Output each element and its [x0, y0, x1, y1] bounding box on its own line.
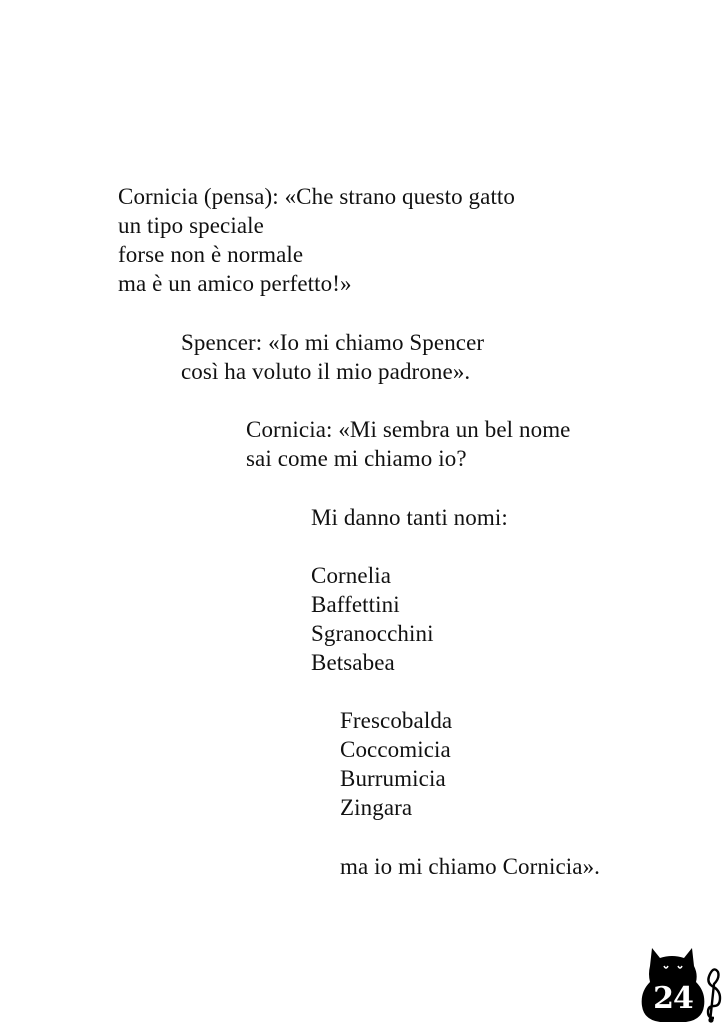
- name-item: Baffettini: [311, 592, 400, 617]
- page-number: 24: [653, 981, 693, 1016]
- text-line: ma è un amico perfetto!»: [118, 271, 352, 296]
- name-item: Zingara: [340, 795, 413, 820]
- name-item: Frescobalda: [340, 708, 453, 733]
- stanza-5-names-list: [311, 561, 434, 677]
- text-line: Mi danno tanti nomi:: [311, 505, 508, 530]
- name-item: Cornelia: [311, 563, 391, 588]
- text-line: così ha voluto il mio padrone».: [181, 359, 471, 384]
- stanza-1: [118, 182, 515, 298]
- text-line: Cornicia (pensa): «Che strano questo gatto: [118, 184, 516, 209]
- text-line: forse non è normale: [118, 242, 304, 267]
- name-item: Coccomicia: [340, 737, 451, 762]
- text-line: Cornicia: «Mi sembra un bel nome: [246, 417, 571, 442]
- text-line: un tipo speciale: [118, 213, 264, 238]
- name-item: Betsabea: [311, 650, 395, 675]
- treble-clef-icon: [708, 969, 720, 1022]
- name-item: Burrumicia: [340, 766, 446, 791]
- text-line: Spencer: «Io mi chiamo Spencer: [181, 330, 485, 355]
- text-line: sai come mi chiamo io?: [246, 446, 467, 471]
- stanza-2: [181, 328, 484, 386]
- stanza-4: [311, 503, 508, 532]
- stanza-3: [246, 415, 571, 473]
- name-item: Sgranocchini: [311, 621, 434, 646]
- text-line: ma io mi chiamo Cornicia».: [340, 854, 601, 879]
- page-number-emblem: [640, 944, 724, 1024]
- stanza-7: [340, 852, 600, 881]
- stanza-6-names-list: [340, 706, 452, 822]
